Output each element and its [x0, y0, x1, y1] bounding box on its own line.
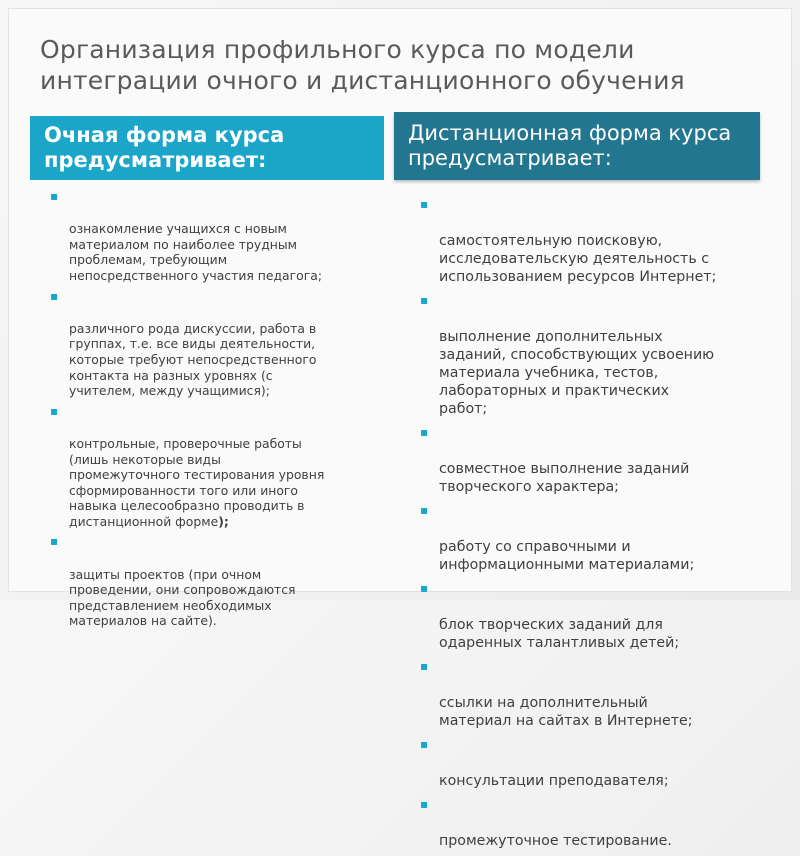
list-item-text: блок творческих заданий для одаренных талантливых детей; [439, 617, 680, 651]
list-item [420, 736, 760, 790]
bullet-icon: ▪ [420, 503, 429, 517]
list-item [50, 405, 380, 530]
list-item-text-tail: ); [218, 513, 229, 529]
list-item [420, 196, 760, 286]
list-item-text: ознакомление учащихся с новым материалом по наиболее трудным проблемам, требующим непосредственного участия педагога; [69, 221, 323, 283]
left-column-header-text: Очная форма курса предусматривает: [44, 123, 285, 172]
list-item-text: защиты проектов (при очном проведении, они сопровождаются представлением необходимых материалов на сайте). [69, 566, 296, 629]
bullet-icon: ▪ [50, 403, 59, 418]
list-item-text: самостоятельную поисковую, исследовательскую деятельность с использованием ресурсов Интернет; [439, 233, 717, 285]
bullet-icon: ▪ [50, 534, 59, 549]
list-item-text: совместное выполнение заданий творческого характера; [439, 461, 690, 495]
bullet-icon: ▪ [420, 659, 429, 673]
right-column-header [394, 112, 760, 180]
bullet-icon: ▪ [50, 288, 59, 303]
list-item-text: промежуточное тестирование. [439, 833, 672, 849]
right-column-header-text: Дистанционная форма курса предусматривает: [408, 121, 732, 170]
list-item [50, 290, 380, 399]
list-item-text: контрольные, проверочные работы (лишь некоторые виды промежуточного тестирования уровня сформированности того или иного навыка целесообразно проводить в дистанционной форме [69, 435, 325, 529]
list-item [420, 424, 760, 496]
list-item [420, 292, 760, 418]
bullet-icon: ▪ [420, 425, 429, 439]
bullet-icon: ▪ [420, 581, 429, 595]
list-item-text: различного рода дискуссии, работа в группах, т.е. все виды деятельности, которые требуют непосредственного контакта на разных уровнях (с учителем, между учащимися); [69, 320, 317, 399]
bullet-icon: ▪ [420, 737, 429, 751]
list-item [50, 535, 380, 629]
list-item [420, 658, 760, 730]
list-item [420, 796, 760, 850]
bullet-icon: ▪ [50, 189, 59, 203]
left-column-list [50, 190, 380, 635]
list-item [420, 580, 760, 652]
list-item-text: консультации преподавателя; [439, 773, 669, 789]
bullet-icon: ▪ [420, 293, 429, 307]
list-item-text: выполнение дополнительных заданий, способствующих усвоению материала учебника, тестов, лабораторных и практических работ; [439, 329, 715, 417]
slide-title: Организация профильного курса по модели интеграции очного и дистанционного обучения [40, 35, 685, 95]
list-item [50, 190, 380, 284]
list-item [420, 502, 760, 574]
right-column-list [420, 196, 760, 856]
bullet-icon: ▪ [420, 197, 429, 211]
list-item-text: работу со справочными и информационными материалами; [439, 539, 695, 573]
list-item-text: ссылки на дополнительный материал на сайтах в Интернете; [439, 695, 693, 729]
bullet-icon: ▪ [420, 797, 429, 811]
left-column-header [30, 116, 384, 180]
